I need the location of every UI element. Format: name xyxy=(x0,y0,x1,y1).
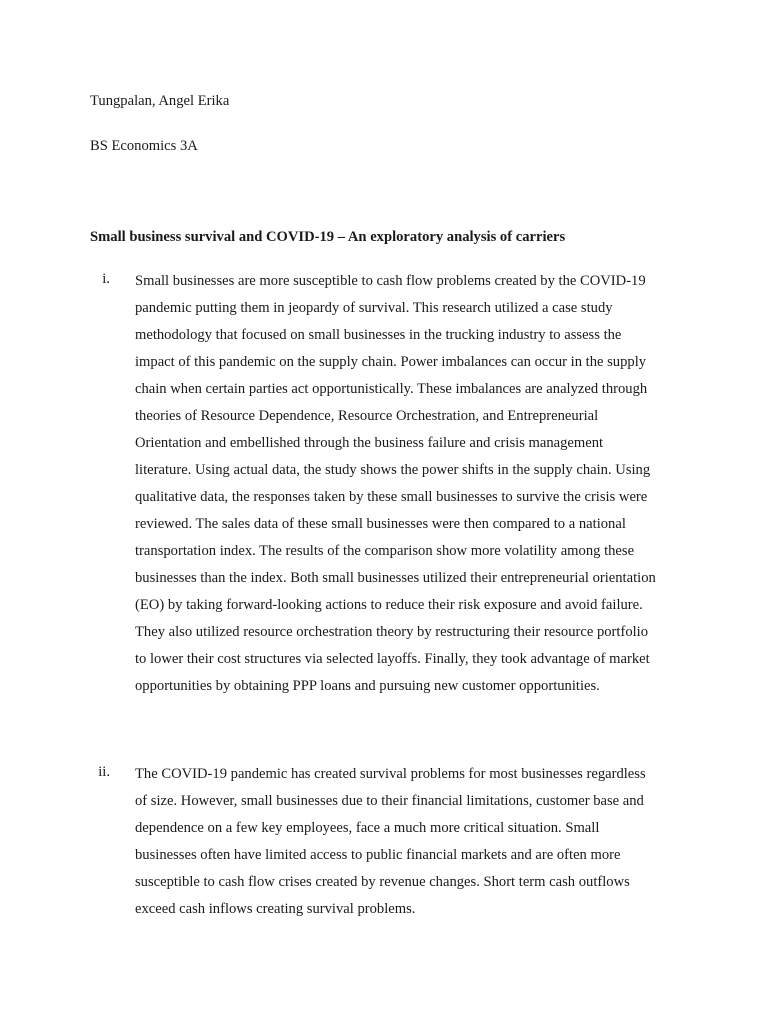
paragraph-line: Small businesses are more susceptible to cash flow problems created by the COVID-19 xyxy=(135,273,646,289)
paragraph-line: dependence on a few key employees, face a much more critical situation. Small xyxy=(135,820,600,836)
document-title: Small business survival and COVID-19 – An exploratory analysis of carriers xyxy=(90,229,566,245)
course-label: BS Economics 3A xyxy=(90,138,198,154)
list-item-marker: i. xyxy=(102,271,110,287)
paragraph-line: methodology that focused on small businesses in the trucking industry to assess the xyxy=(135,327,622,343)
paragraph-line: theories of Resource Dependence, Resource Orchestration, and Entrepreneurial xyxy=(135,408,599,424)
paragraph-line: impact of this pandemic on the supply chain. Power imbalances can occur in the supply xyxy=(135,354,647,370)
paragraph-line: The COVID-19 pandemic has created survival problems for most businesses regardless xyxy=(135,766,646,782)
paragraph-line: qualitative data, the responses taken by these small businesses to survive the crisis were xyxy=(135,489,648,505)
list-item-paragraph xyxy=(135,761,680,923)
list-item-marker: ii. xyxy=(98,764,110,780)
list-item-paragraph xyxy=(135,268,680,700)
paragraph-line: Orientation and embellished through the business failure and crisis management xyxy=(135,435,604,451)
paragraph-line: literature. Using actual data, the study shows the power shifts in the supply chain. Using xyxy=(135,462,651,478)
paragraph-line: businesses than the index. Both small businesses utilized their entrepreneurial orientation xyxy=(135,570,656,586)
author-name: Tungpalan, Angel Erika xyxy=(90,93,230,109)
paragraph-line: pandemic putting them in jeopardy of survival. This research utilized a case study xyxy=(135,300,613,316)
paragraph-line: chain when certain parties act opportunistically. These imbalances are analyzed through xyxy=(135,381,648,397)
paragraph-line: of size. However, small businesses due to their financial limitations, customer base and xyxy=(135,793,644,809)
paragraph-line: They also utilized resource orchestration theory by restructuring their resource portfolio xyxy=(135,624,649,640)
paragraph-line: susceptible to cash flow crises created by revenue changes. Short term cash outflows xyxy=(135,874,630,890)
paragraph-line: to lower their cost structures via selected layoffs. Finally, they took advantage of market xyxy=(135,651,650,667)
paragraph-line: businesses often have limited access to public financial markets and are often more xyxy=(135,847,621,863)
paragraph-line: reviewed. The sales data of these small businesses were then compared to a national xyxy=(135,516,626,532)
paragraph-line: transportation index. The results of the comparison show more volatility among these xyxy=(135,543,635,559)
paragraph-line: exceed cash inflows creating survival problems. xyxy=(135,901,416,917)
paragraph-line: (EO) by taking forward-looking actions to reduce their risk exposure and avoid failure. xyxy=(135,597,643,613)
paragraph-line: opportunities by obtaining PPP loans and pursuing new customer opportunities. xyxy=(135,678,600,694)
